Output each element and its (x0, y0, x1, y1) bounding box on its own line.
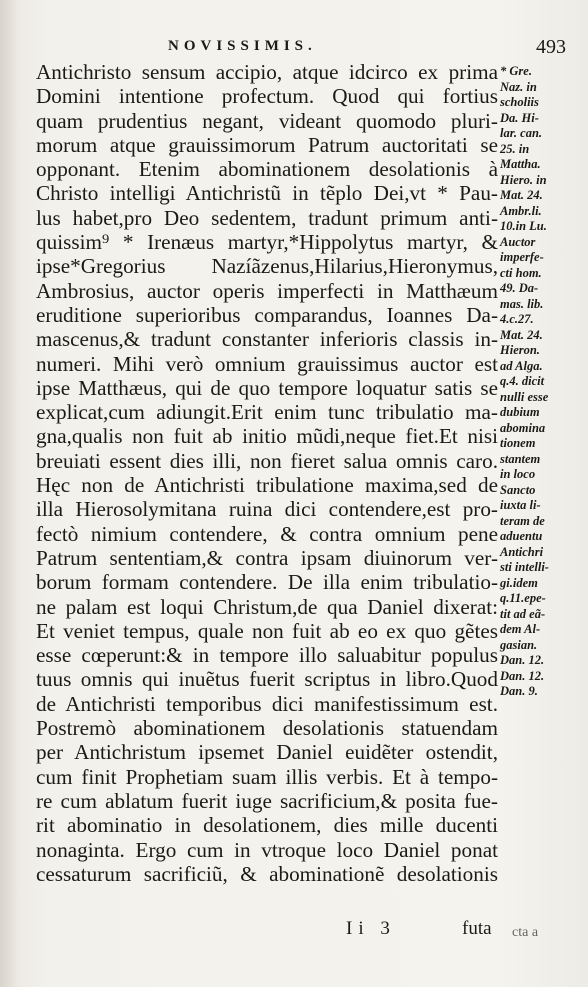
marginal-note: gasian. (500, 637, 538, 652)
marginal-note: in loco (500, 467, 536, 481)
marginal-note: Mattha. (500, 157, 541, 171)
text-line: Antichristo sensum accipio, atque idcirco ex prima (36, 60, 498, 84)
page-gutter-shadow (0, 0, 18, 987)
text-line: ne palam est loqui Christum,de qua Daniel dixerat: (36, 594, 498, 619)
marginal-note: dubium (500, 405, 540, 419)
marginal-note: Hieron. (500, 343, 540, 357)
marginal-note: abomina (500, 420, 546, 435)
marginal-note: imperfe- (500, 250, 544, 264)
text-line: explicat,cum adiungit.Erit enim tunc tribulatio ma- (36, 400, 498, 425)
marginal-note: stantem (500, 451, 541, 466)
marginal-note: * Gre. (500, 64, 532, 78)
marginal-note: teram de (500, 513, 545, 528)
marginal-note: q.4. dicit (500, 374, 545, 388)
page-number: 493 (536, 36, 566, 58)
text-line: opponant. Etenim abominationem desolationis à (36, 157, 498, 182)
marginal-note: 4.c.27. (500, 312, 534, 326)
marginal-note: gi.idem (500, 575, 538, 590)
text-line: fectò nimium contendere, & contra omnium pene (36, 521, 498, 546)
marginal-note: iuxta li- (500, 498, 541, 512)
marginal-note: Mat. 24. (500, 188, 543, 202)
text-line: morum atque grauissimorum Patrum auctoritati se (36, 132, 498, 157)
text-line: borum formam contendere. De illa enim tribulatio- (36, 570, 498, 595)
marginal-note: tit ad eã- (500, 606, 546, 621)
marginal-note: Mat. 24. (500, 327, 543, 342)
catchword: futa (462, 918, 492, 939)
marginal-note: nulli esse (500, 389, 549, 404)
main-text-block (36, 60, 498, 886)
marginal-note: mas. lib. (500, 296, 544, 311)
marginal-note: Hiero. in (500, 172, 547, 187)
marginal-note: Naz. in (500, 79, 537, 94)
text-line: ipse*Gregorius Nazíãzenus,Hilarius,Hieronymus, (36, 254, 498, 279)
adjacent-page-fragment: cta a (512, 925, 539, 940)
marginal-note: lar. can. (500, 126, 543, 140)
text-line: tuus omnis qui inuẽtus fuerit scriptus in libro.Quod (36, 667, 498, 692)
marginal-note: Antichri (500, 544, 544, 559)
text-line: ipse Matthæus, qui de quo tempore loquatur satis se (36, 375, 498, 400)
marginal-note: 49. Da- (500, 281, 539, 295)
text-line: quam prudentius negant, videant quomodo pluri- (36, 108, 498, 133)
marginal-note: q.11.epe- (500, 591, 546, 605)
text-line: de Antichristi temporibus dici manifestissimum est. (36, 691, 498, 716)
text-line: esse cœperunt:& in tempore illo saluabitur populus (36, 643, 498, 668)
marginal-note: Auctor (500, 234, 536, 249)
text-line: Patrum sententiam,& contra ipsam diuinorum ver- (36, 545, 498, 570)
text-line: re cum ablatum fuerit iuge sacrificium,& posita fue- (36, 788, 498, 813)
marginal-note: aduentu (500, 529, 543, 543)
text-line: nonaginta. Ergo cum in vtroque loco Daniel ponat (36, 837, 498, 862)
marginal-note: Ambr.li. (500, 203, 542, 218)
marginal-note: 10.in Lu. (500, 219, 547, 233)
running-head: NOVISSIMIS. (168, 38, 317, 54)
text-line: gna,qualis non fuit ab initio mũdi,neque fiet.Et nisi (36, 424, 498, 449)
text-line: Christo intelligi Antichristũ in tẽplo Dei,vt * Pau- (36, 181, 498, 206)
text-line: numeri. Mihi verò omnium grauissimus auctor est (36, 351, 498, 376)
text-line: illa Hierosolymitana ruina dici contendere,est pro- (36, 497, 498, 522)
marginal-notes (500, 64, 588, 700)
text-line: quissim⁹ * Irenæus martyr,*Hippolytus martyr, & (36, 230, 498, 255)
text-line: Domini intentione profectum. Quod qui fortius (36, 84, 498, 109)
signature-mark: Ii 3 (346, 918, 396, 939)
marginal-note: dem Al- (500, 622, 541, 636)
marginal-note: Sancto (500, 482, 536, 497)
text-line: Ambrosius, auctor operis imperfecti in Matthæum (36, 278, 498, 303)
marginal-note: cti hom. (500, 265, 542, 280)
marginal-note: scholiis (500, 95, 539, 109)
text-line: cessaturum sacrificiũ, & abominationẽ desolationis (36, 861, 498, 886)
text-line: Hęc non de Antichristi tribulatione maxima,sed de (36, 473, 498, 498)
text-line: breuiati essent dies illi, non fieret salua omnis caro. (36, 448, 498, 473)
marginal-note: ad Alga. (500, 358, 543, 373)
marginal-note: Dan. 12. (500, 653, 545, 667)
text-line: eruditione superioribus comparandus, Ioannes Da- (36, 302, 498, 327)
text-line: rit abominatio in desolationem, dies mille ducenti (36, 813, 498, 838)
marginal-note: 25. in (500, 141, 530, 156)
marginal-note: Da. Hi- (500, 110, 539, 125)
text-line: cum finit Prophetiam suam illis verbis. Et à tempo- (36, 764, 498, 789)
text-line: per Antichristum ipsemet Daniel euidẽter ostendit, (36, 740, 498, 765)
text-line: Postremò abominationem desolationis statuendam (36, 716, 498, 741)
text-line: lus habet,pro Deo sedentem, tradunt primum anti- (36, 205, 498, 230)
marginal-note: Dan. 12. (500, 668, 545, 683)
text-line: mascenus,& tradunt constanter inferioris classis in- (36, 327, 498, 352)
text-line: Et veniet tempus, quale non fuit ab eo ex quo gẽtes (36, 618, 498, 643)
marginal-note: Dan. 9. (500, 684, 538, 698)
marginal-note: tionem (500, 436, 536, 450)
marginal-note: sti intelli- (500, 560, 549, 574)
